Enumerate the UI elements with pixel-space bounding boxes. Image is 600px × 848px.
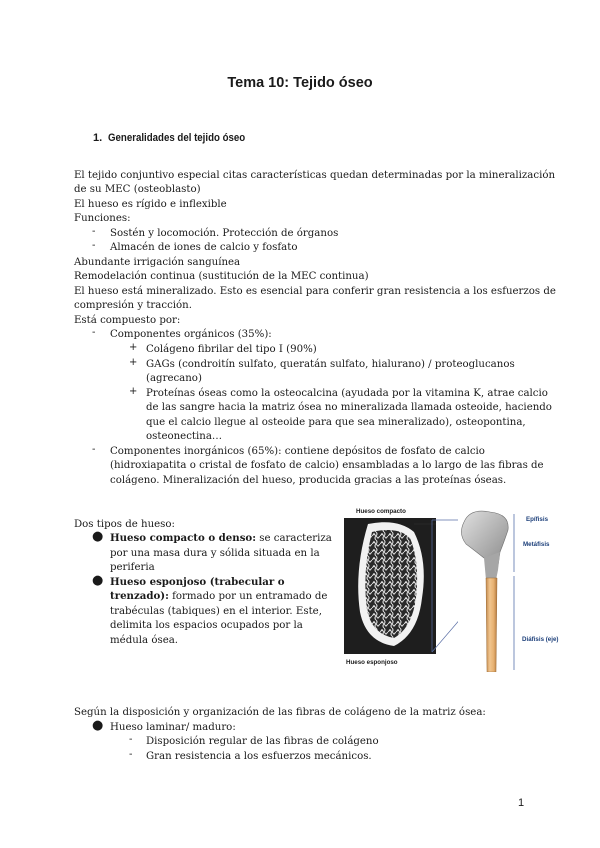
plus-bullet: +: [129, 357, 138, 368]
dash-bullet: -: [129, 749, 133, 760]
list-item-cont: periferia: [110, 562, 155, 573]
plus-bullet: +: [129, 386, 138, 397]
sub-item: (agrecano): [146, 373, 202, 384]
body-line: Está compuesto por:: [74, 315, 181, 326]
list-item: Componentes inorgánicos (65%): contiene depósitos de fosfato de calcio: [110, 446, 485, 457]
label-diafisis: Diáfisis (eje): [522, 636, 559, 643]
dash-bullet: -: [92, 240, 96, 251]
sub-item: GAGs (condroitín sulfato, queratán sulfato, hialurano) / proteoglucanos: [146, 359, 515, 370]
body-line: Abundante irrigación sanguínea: [74, 257, 241, 268]
plus-bullet: +: [129, 342, 138, 353]
section-title: Generalidades del tejido óseo: [108, 132, 246, 144]
section-heading: [93, 132, 264, 144]
list-item-cont: trenzado): formado por un entramado de: [110, 590, 328, 602]
dot-bullet: ●: [92, 573, 104, 588]
body-line: compresión y tracción.: [74, 300, 192, 311]
list-item-cont: delimita los espacios ocupados por la: [110, 620, 303, 631]
sub-item: Disposición regular de las fibras de colágeno: [146, 736, 379, 747]
page-title: Tema 10: Tejido óseo: [227, 75, 373, 91]
list-item: Almacén de iones de calcio y fosfato: [110, 242, 298, 253]
term: Hueso esponjoso (trabecular o: [110, 576, 285, 588]
intro-line: Funciones:: [74, 213, 131, 224]
page-number: 1: [518, 797, 525, 809]
list-item-cont: por una masa dura y sólida situada en la: [110, 548, 320, 559]
label-epifisis: Epífisis: [526, 516, 549, 523]
body-line: El hueso está mineralizado. Esto es esencial para conferir gran resistencia a los esfuerzos de: [74, 286, 556, 297]
sub-item: Colágeno fibrilar del tipo I (90%): [146, 344, 317, 355]
list-item: [110, 575, 325, 590]
intro-line: de su MEC (osteoblasto): [74, 184, 201, 195]
list-item-cont: trabéculas (tabiques) en el interior. Este,: [110, 606, 322, 617]
list-item: Hueso compacto o denso: se caracteriza: [110, 532, 332, 544]
dash-bullet: -: [92, 327, 96, 338]
sub-item: Proteínas óseas como la osteocalcina (ayudada por la vitamina K, atrae calcio: [146, 388, 548, 399]
list-item: Hueso laminar/ maduro:: [110, 722, 236, 733]
dash-bullet: -: [92, 444, 96, 455]
intro-line: El hueso es rígido e inflexible: [74, 199, 227, 210]
dot-bullet: ●: [92, 529, 104, 544]
sub-item: que el calcio llegue al osteoide para que sea mineralizado), osteopontina,: [146, 417, 526, 428]
sub-item: de las sangre hacia la matriz ósea no mineralizada llamada osteoide, haciendo: [146, 402, 552, 413]
dash-bullet: -: [129, 734, 133, 745]
intro-line: El tejido conjuntivo especial citas características quedan determinadas por la mineralización: [74, 170, 556, 181]
bone-illustration: [340, 500, 572, 672]
section-number: 1.: [93, 132, 103, 144]
term: Hueso compacto o denso:: [110, 532, 256, 544]
sub-item: Gran resistencia a los esfuerzos mecánicos.: [146, 751, 372, 762]
bone-figure: [340, 500, 572, 672]
sub-item: osteonectina…: [146, 431, 223, 442]
diaphysis-shape: [486, 578, 497, 672]
list-item: Componentes orgánicos (35%):: [110, 329, 272, 340]
list-item: Sostén y locomoción. Protección de órganos: [110, 228, 339, 239]
label-hueso-esponjoso: Hueso esponjoso: [346, 659, 398, 666]
list-item: (hidroxiapatita o cristal de fosfato de calcio) ensambladas a lo largo de las fibras de: [110, 460, 544, 471]
body-line: Remodelación continua (sustitución de la MEC continua): [74, 271, 369, 282]
dot-bullet: ●: [92, 718, 104, 733]
label-hueso-compacto: Hueso compacto: [356, 508, 406, 515]
body-line: Dos tipos de hueso:: [74, 519, 175, 530]
dash-bullet: -: [92, 226, 96, 237]
body-line: Según la disposición y organización de las fibras de colágeno de la matriz ósea:: [74, 707, 486, 718]
label-metafisis: Metáfisis: [523, 541, 550, 548]
list-item-cont: médula ósea.: [110, 635, 179, 646]
list-item: colágeno. Mineralización del hueso, producida gracias a las proteínas óseas.: [110, 475, 507, 486]
